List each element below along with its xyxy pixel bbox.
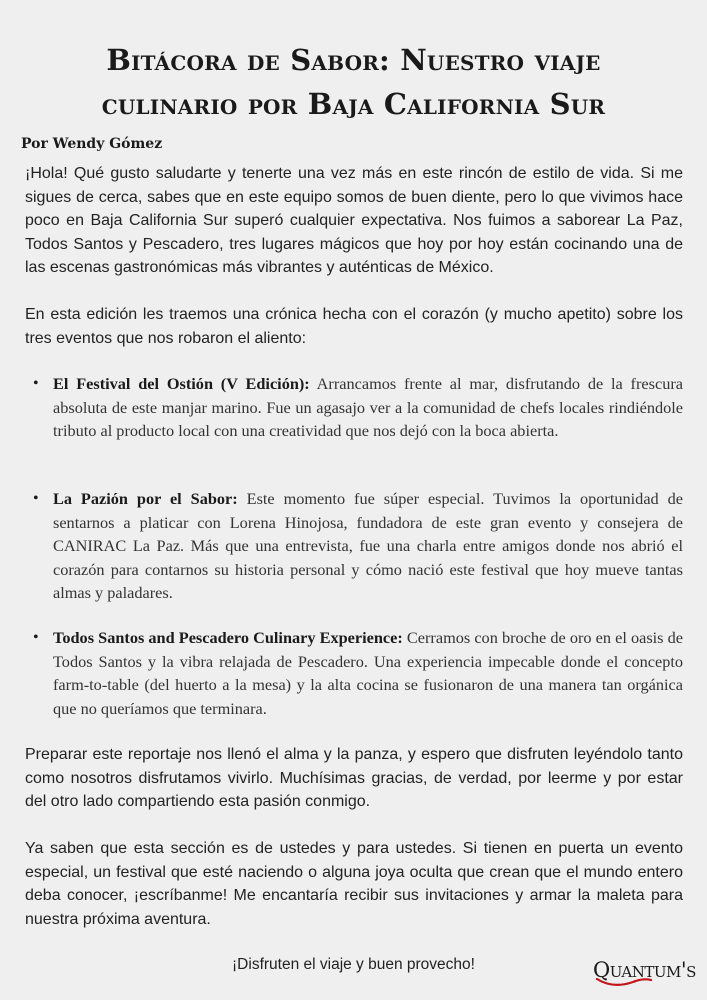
article-title-line-2: culinario por Baja California Sur xyxy=(101,87,606,121)
event-description: Arrancamos frente al mar, disfrutando de la frescura absoluta de este manjar marino. Fue un agasajo ver a la comunidad de chefs locales rindiéndole tributo al producto local con una creatividad que nos dejó con la boca abierta. xyxy=(53,374,683,440)
event-item-festival-ostion xyxy=(33,372,683,443)
event-title: El Festival del Ostión (V Edición): xyxy=(53,374,310,393)
event-description: Cerramos con broche de oro en el oasis de Todos Santos y la vibra relajada de Pescadero. Una experiencia impecable donde el concepto farm-to-table (del huerto a la mesa) y la alta cocina se fusionaron de una manera tan orgánica que no queríamos que terminara. xyxy=(53,628,683,718)
thanks-paragraph: Preparar este reportaje nos llenó el alma y la panza, y espero que disfruten leyéndolo tanto como nosotros disfrutamos vivirlo. Muchísimas gracias, de verdad, por leerme y por estar del otro lado compartiendo esta pasión conmigo. xyxy=(25,746,683,810)
intro-paragraph: ¡Hola! Qué gusto saludarte y tenerte una vez más en este rincón de estilo de vida. Si me sigues de cerca, sabes que en este equipo somos de buen diente, pero lo que vivimos hace poco en Baja California Sur superó cualquier expectativa. Nos fuimos a saborear La Paz, Todos Santos y Pescadero, tres lugares mágicos que hoy por hoy están cocinando una de las escenas gastronómicas más vibrantes y auténticas de México. xyxy=(25,165,683,276)
event-item-todos-santos-pescadero xyxy=(33,626,683,720)
invite-paragraph: Ya saben que esta sección es de ustedes y para ustedes. Si tienen en puerta un evento especial, un festival que esté naciendo o alguna joya oculta que crean que el mundo entero deba conocer, ¡escríbanme! Me encantaría recibir sus invitaciones y armar la maleta para nuestra próxima aventura. xyxy=(25,840,683,928)
quantums-logo xyxy=(593,958,701,988)
article-title-line-1: Bitácora de Sabor: Nuestro viaje xyxy=(106,43,601,77)
article-title xyxy=(20,38,687,126)
closing-line: ¡Disfruten el viaje y buen provecho! xyxy=(232,956,475,973)
event-title: Todos Santos and Pescadero Culinary Experience: xyxy=(53,628,403,647)
logo-wordmark: Quantum's xyxy=(593,958,696,982)
event-title: La Pazión por el Sabor: xyxy=(53,489,238,508)
event-item-pazion-sabor xyxy=(33,487,683,605)
bullet-icon: • xyxy=(33,375,39,392)
bullet-icon: • xyxy=(33,490,39,507)
event-description: Este momento fue súper especial. Tuvimos la oportunidad de sentarnos a platicar con Lorena Hinojosa, fundadora de este gran evento y consejera de CANIRAC La Paz. Más que una entrevista, fue una charla entre amigos donde nos abrió el corazón para contarnos su historia personal y cómo nació este festival que hoy mueve tantas almas y paladares. xyxy=(53,489,683,602)
article-byline: Por Wendy Gómez xyxy=(21,136,163,152)
lead-paragraph: En esta edición les traemos una crónica hecha con el corazón (y mucho apetito) sobre los tres eventos que nos robaron el aliento: xyxy=(25,306,683,347)
bullet-icon: • xyxy=(33,629,39,646)
